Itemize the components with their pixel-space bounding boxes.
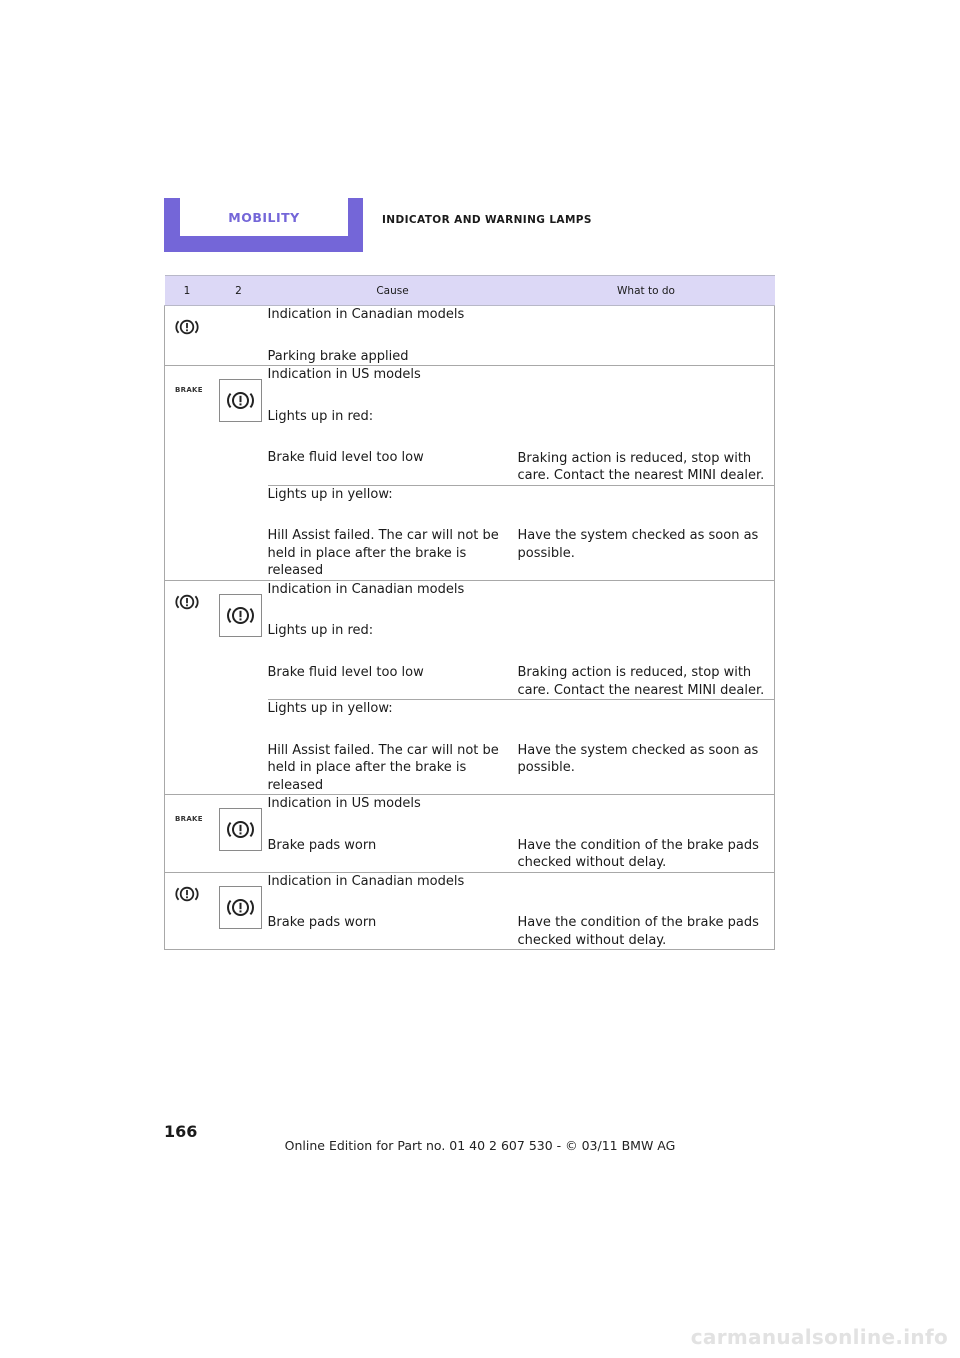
brake-text-icon: BRAKE [175,386,203,394]
lamp-cell-2 [210,306,268,366]
action-cell [518,366,775,486]
lamp-cell-2 [210,366,268,581]
cause-cell [268,485,518,580]
cause-cell [268,795,518,873]
lamp-cell-1 [165,306,210,366]
action-text: Braking action is reduced, stop with care. Contact the nearest MINI dealer. [517,450,765,483]
lamp-cell-2 [210,872,268,950]
cause-text: Indication in Canadian models [267,873,465,889]
lamp-icon-box [219,886,262,929]
indicator-lamps-table [164,275,775,950]
action-cell [518,795,775,873]
column-header-2: 2 [210,276,268,306]
lamp-cell-2 [210,580,268,795]
cause-text: Indication in Canadian models [267,581,465,597]
lamp-icon-box [219,594,262,637]
cause-text: Lights up in yellow: [267,701,393,716]
cause-text: Brake pads worn [267,915,377,930]
action-cell [518,580,775,700]
cause-cell [268,872,518,950]
brake-warning-icon [174,593,200,611]
cause-cell [268,700,518,795]
section-tab [164,198,363,252]
lamp-cell-1 [165,795,210,873]
action-text: Have the condition of the brake pads checked without delay. [517,837,759,870]
column-header-what-to-do: What to do [518,276,775,306]
action-text: Have the condition of the brake pads checked without delay. [517,915,759,948]
lamp-cell-2 [210,795,268,873]
cause-text: Lights up in red: [267,408,374,424]
action-text: Have the system checked as soon as possible. [517,528,759,561]
lamp-cell-1 [165,580,210,795]
cause-cell [268,306,518,366]
action-cell [518,700,775,795]
table-header-row [165,276,775,306]
table-row [165,366,775,486]
column-header-cause: Cause [268,276,518,306]
table-row [165,306,775,366]
brake-warning-icon [174,318,200,336]
table-row [165,580,775,700]
watermark: carmanualsonline.info [690,1325,948,1349]
section-tab-label: MOBILITY [180,198,348,236]
cause-text: Indication in Canadian models [267,307,465,322]
brake-warning-icon [220,595,261,636]
action-text: Braking action is reduced, stop with care. Contact the nearest MINI dealer. [517,665,765,698]
section-title: INDICATOR AND WARNING LAMPS [382,214,592,226]
lamp-icon-box [219,808,262,851]
cause-text: Lights up in red: [267,623,374,638]
cause-text: Parking brake applied [267,348,409,364]
cause-text: Indication in US models [267,796,421,811]
brake-warning-icon [220,887,261,928]
cause-text: Brake pads worn [267,837,377,853]
cause-text: Hill Assist failed. The car will not be held in place after the brake is released [267,742,499,793]
action-cell [518,872,775,950]
table-row [165,872,775,950]
action-cell [518,306,775,366]
brake-warning-icon [220,380,261,421]
cause-text: Brake fluid level too low [267,450,424,465]
lamp-icon-box [219,379,262,422]
cause-cell [268,580,518,700]
cause-text: Indication in US models [267,367,421,382]
cause-text: Brake fluid level too low [267,664,424,680]
lamp-cell-1 [165,872,210,950]
cause-cell [268,366,518,486]
brake-warning-icon [220,809,261,850]
lamp-cell-1 [165,366,210,581]
column-header-1: 1 [165,276,210,306]
table-row [165,795,775,873]
brake-text-icon: BRAKE [175,815,203,823]
action-text: Have the system checked as soon as possible. [517,742,759,775]
brake-warning-icon [174,885,200,903]
action-cell [518,485,775,580]
edition-footer: Online Edition for Part no. 01 40 2 607 530 - © 03/11 BMW AG [284,1138,676,1153]
cause-text: Lights up in yellow: [267,486,393,502]
page-number: 166 [164,1122,198,1141]
cause-text: Hill Assist failed. The car will not be held in place after the brake is released [267,528,499,578]
